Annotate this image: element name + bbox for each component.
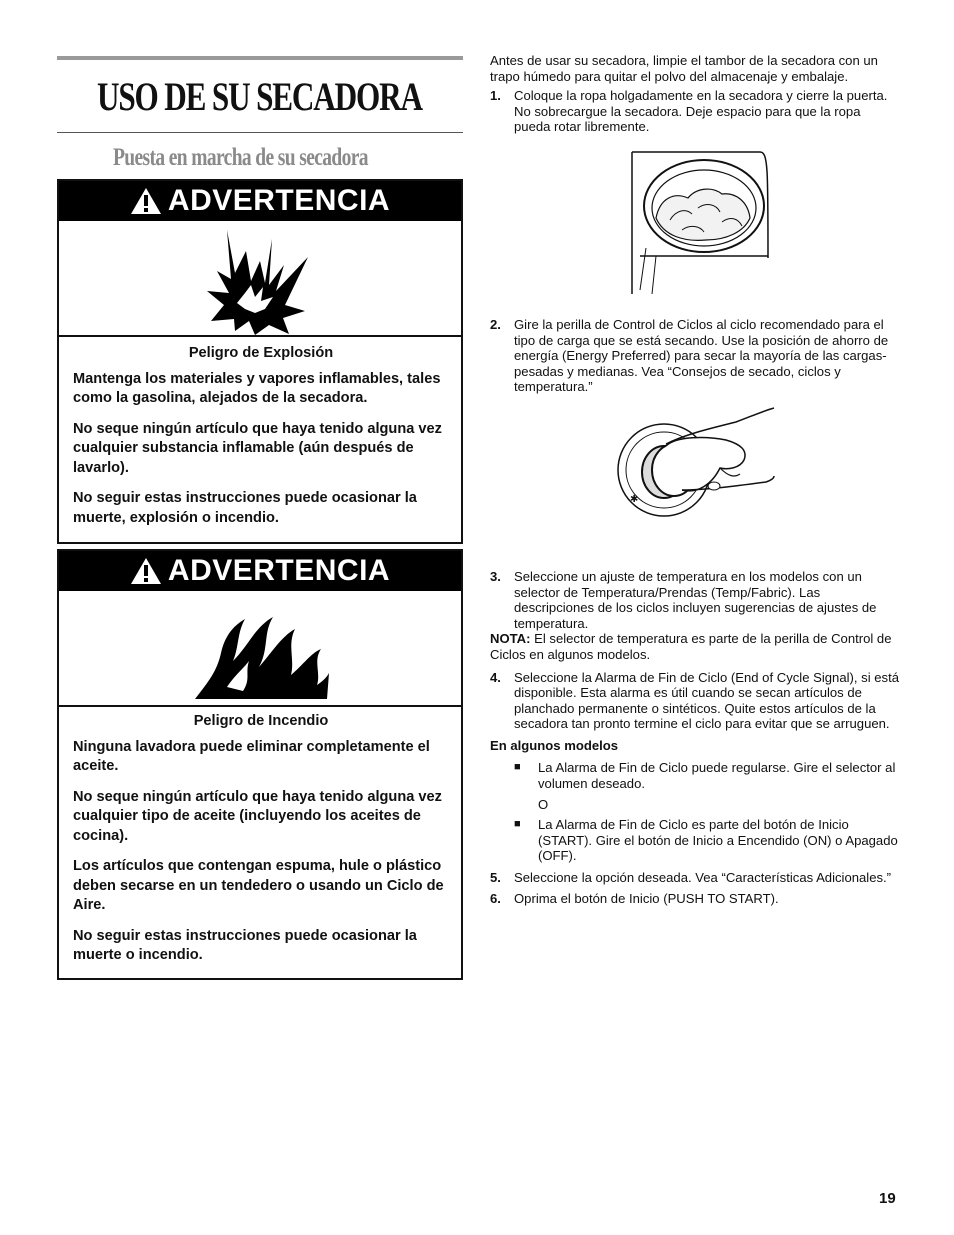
cycle-knob-illustration [616, 406, 776, 530]
warning-label: ADVERTENCIA [167, 554, 391, 587]
hazard-title: Peligro de Incendio [193, 713, 329, 729]
bullet-square-icon: ■ [514, 818, 521, 831]
intro-text: Antes de usar su secadora, limpie el tambor de la secadora con un trapo húmedo para quitar el polvo del almacenaje y embalaje. [490, 53, 878, 84]
step-text: Seleccione un ajuste de temperatura en los modelos con un selector de Temperatura/Prendas (Temp/Fabric). Las descripciones de los ciclos incluyen sugerencias de ajustes de temperatura. [514, 568, 877, 631]
left-column [57, 56, 463, 173]
explosion-icon [59, 221, 461, 335]
step-text: Gire la perilla de Control de Ciclos al ciclo recomendado para el tipo de carga que se está secando. Use la posición de ahorro de energía (Energy Preferred) para secar la mayoría de las cargas-pesadas y medianas. Vea “Consejos de secado, ciclos y temperatura.” [514, 316, 889, 395]
step-item [490, 569, 900, 631]
section-subtitle: Puesta en marcha de su secadora [113, 144, 368, 171]
page-title: USO DE SU SECADORA [97, 74, 422, 119]
step-item [490, 870, 900, 886]
step-number: 3. [490, 568, 501, 584]
warning-text: Mantenga los materiales y vapores inflamables, tales como la gasolina, alejados de la secadora. [73, 370, 441, 406]
bullet-text: La Alarma de Fin de Ciclo puede regularse. Gire el selector al volumen deseado. [538, 760, 896, 792]
explosion-panel [59, 221, 461, 337]
step-text: Oprima el botón de Inicio (PUSH TO START). [514, 890, 779, 906]
step-item [490, 670, 900, 732]
warning-text: Ninguna lavadora puede eliminar completamente el aceite. [73, 738, 430, 774]
title-divider [57, 132, 463, 133]
page-number: 19 [879, 1190, 896, 1207]
step-number: 5. [490, 870, 501, 886]
warning-header [59, 551, 461, 591]
warning-text: No seguir estas instrucciones puede ocasionar la muerte, explosión o incendio. [73, 490, 417, 526]
top-rule [57, 56, 463, 60]
warning-header [59, 181, 461, 221]
note-label: NOTA: [490, 631, 531, 647]
warning-text: Los artículos que contengan espuma, hule o plástico deben secarse en un tendedero o usando un Ciclo de Aire. [73, 858, 444, 913]
warning-triangle-icon [130, 557, 162, 585]
warning-text: No seguir estas instrucciones puede ocasionar la muerte o incendio. [73, 927, 417, 963]
step-item [490, 317, 900, 395]
warning-text: No seque ningún artículo que haya tenido alguna vez cualquier tipo de aceite (incluyendo los aceites de cocina). [73, 788, 442, 844]
list-item [514, 760, 900, 791]
bullet-text: La Alarma de Fin de Ciclo es parte del botón de Inicio (START). Gire el botón de Inicio a Encendido (ON) o Apagado (OFF). [538, 817, 898, 864]
step-item [490, 88, 900, 135]
step-number: 6. [490, 890, 501, 906]
note-body: El selector de temperatura es parte de la perilla de Control de Ciclos en algunos modelos. [490, 631, 892, 662]
hazard-title: Peligro de Explosión [188, 345, 334, 361]
svg-text:✱: ✱ [630, 494, 639, 505]
dryer-drum-illustration [626, 148, 772, 296]
fire-panel [59, 591, 461, 707]
step-text: Coloque la ropa holgadamente en la secadora y cierre la puerta. No sobrecargue la secadora. Deje espacio para que la ropa pueda rotar libremente. [514, 88, 888, 135]
warning-box-fire [57, 549, 463, 980]
warning-text: No seque ningún artículo que haya tenido alguna vez cualquier substancia inflamable (aún después de lavarlo). [73, 420, 442, 476]
list-item [514, 817, 900, 864]
warning-body [59, 707, 461, 978]
models-heading: En algunos modelos [490, 737, 619, 753]
warning-triangle-icon [130, 187, 162, 215]
warning-body [59, 337, 461, 542]
warning-box-explosion [57, 179, 463, 544]
fire-icon [59, 591, 461, 705]
step-text: Seleccione la Alarma de Fin de Ciclo (End of Cycle Signal), si está disponible. Esta alarma es útil cuando se secan artículos de planchado permanente o sintéticos. Quite estos artículos de la secadora tan pronto termine el ciclo para evitar que se arruguen. [514, 669, 899, 732]
step-number: 1. [490, 88, 501, 104]
step-number: 2. [490, 316, 501, 332]
step-number: 4. [490, 669, 501, 685]
step-item [490, 891, 900, 907]
step-text: Seleccione la opción deseada. Vea “Características Adicionales.” [514, 870, 892, 886]
note-text [490, 631, 900, 662]
warning-label: ADVERTENCIA [167, 184, 391, 217]
bullet-square-icon: ■ [514, 761, 521, 774]
or-text: O [538, 796, 549, 812]
